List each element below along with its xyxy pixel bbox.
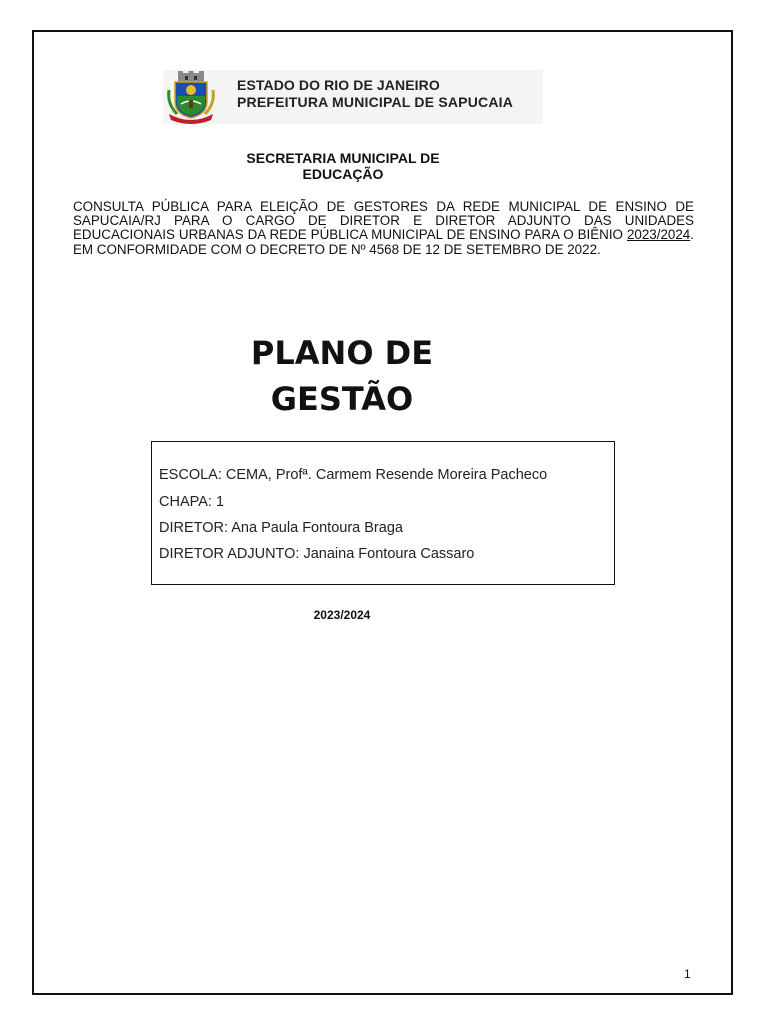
title-line-1: PLANO DE [250, 334, 434, 372]
document-title [212, 330, 472, 422]
slate-number: CHAPA: 1 [159, 494, 225, 510]
municipal-coat-of-arms-icon [163, 70, 219, 124]
school-info-box [151, 441, 615, 585]
municipality-name: PREFEITURA MUNICIPAL DE SAPUCAIA [237, 94, 514, 110]
title-line-2: GESTÃO [270, 380, 414, 418]
consultation-biennium: 2023/2024 [626, 227, 691, 243]
department-line-1: SECRETARIA MUNICIPAL DE [246, 150, 440, 166]
page-number: 1 [684, 967, 691, 981]
deputy-director-name: DIRETOR ADJUNTO: Janaina Fontoura Cassaro [159, 546, 475, 562]
biennium-year: 2023/2024 [313, 608, 371, 622]
state-name: ESTADO DO RIO DE JANEIRO [237, 77, 440, 93]
consultation-paragraph [73, 200, 694, 257]
department-line-2: EDUCAÇÃO [302, 166, 384, 182]
director-name: DIRETOR: Ana Paula Fontoura Braga [159, 520, 403, 536]
consultation-decree: . EM CONFORMIDADE COM O DECRETO DE Nº 4568 DE 12 DE SETEMBRO DE 2022. [73, 227, 694, 257]
school-name: ESCOLA: CEMA, Profª. Carmem Resende Moreira Pacheco [159, 467, 548, 483]
letterhead [237, 78, 513, 109]
department-heading [220, 150, 466, 182]
consultation-text: CONSULTA PÚBLICA PARA ELEIÇÃO DE GESTORES DA REDE MUNICIPAL DE ENSINO DE SAPUCAIA/RJ PARA O CARGO DE DIRETOR E DIRETOR ADJUNTO DAS UNIDADES EDUCACIONAIS URBANAS DA REDE PÚBLICA MUNICIPAL DE ENSINO PARA O BIÊNIO [73, 199, 694, 243]
